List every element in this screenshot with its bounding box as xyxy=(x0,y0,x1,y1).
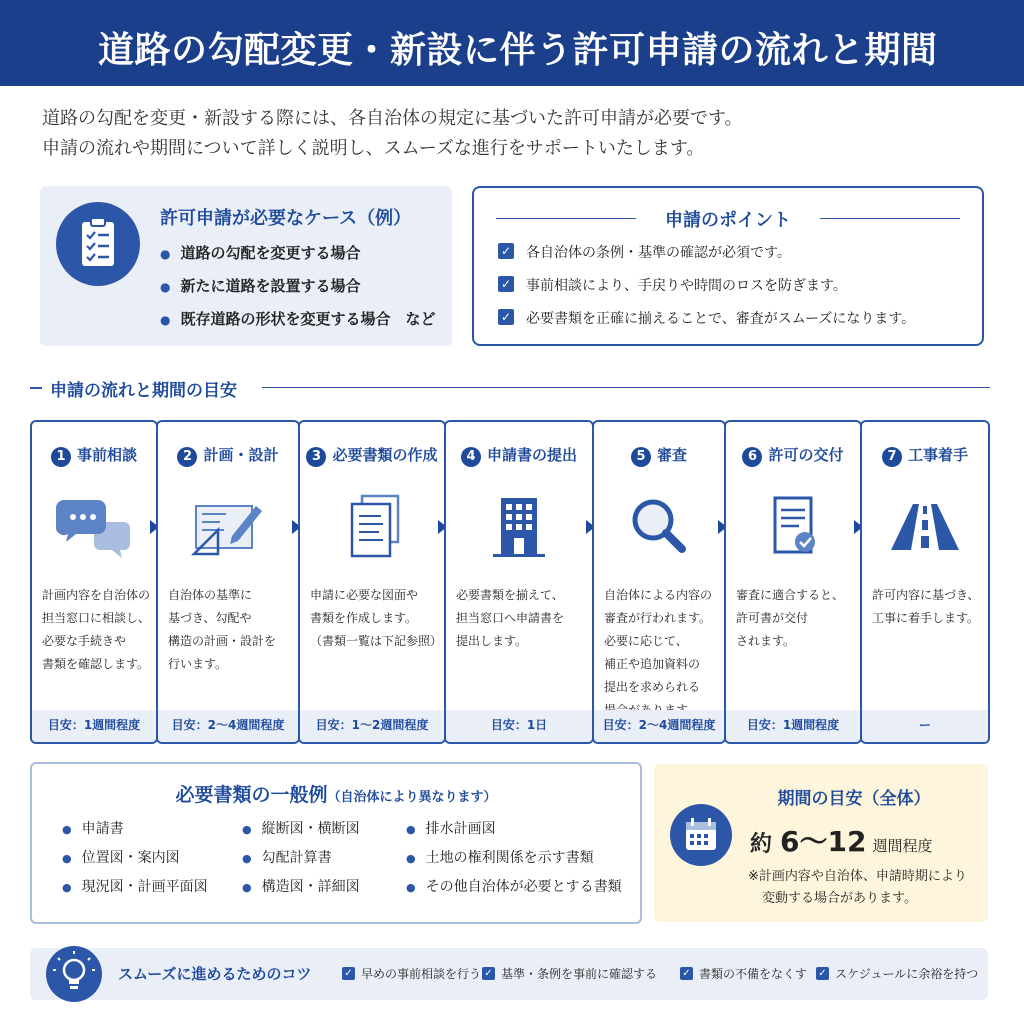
step-header xyxy=(446,444,592,467)
tips-title: スムーズに進めるためのコツ xyxy=(118,965,312,983)
flow-heading xyxy=(30,376,990,400)
desc-line: 計画内容を自治体の xyxy=(42,588,151,602)
lightbulb-icon xyxy=(46,946,102,1002)
point-item xyxy=(498,242,915,275)
period-range: 6〜12 xyxy=(780,825,867,858)
note-line: 変動する場合があります。 xyxy=(762,891,917,906)
flow-step xyxy=(156,420,300,744)
step-description xyxy=(310,584,443,653)
checkbox-checked-icon: ✓ xyxy=(498,276,514,292)
period-suffix: 週間程度 xyxy=(872,837,933,855)
documents-note: （自治体により異なります） xyxy=(327,790,497,805)
desc-line: （書類一覧は下記参照） xyxy=(310,634,443,648)
point-text: 各自治体の条例・基準の確認が必須です。 xyxy=(526,245,791,261)
desc-line: 必要書類を揃えて、 xyxy=(456,588,564,602)
desc-line: されます。 xyxy=(736,634,796,648)
step-header xyxy=(158,444,298,467)
step-number: 5 xyxy=(631,447,651,467)
calendar-icon xyxy=(670,804,732,866)
documents-icon xyxy=(332,492,412,562)
desc-line: 必要な手続きや xyxy=(42,634,127,648)
desc-line: 書類を確認します。 xyxy=(42,657,150,671)
intro-line: 道路の勾配を変更・新設する際には、各自治体の規定に基づいた許可申請が必要です。 xyxy=(42,108,743,129)
flow-step xyxy=(444,420,594,744)
divider xyxy=(262,387,990,388)
magnifier-icon xyxy=(619,492,699,562)
step-title: 工事着手 xyxy=(907,446,968,464)
flow-step xyxy=(592,420,726,744)
desc-line: 許可内容に基づき、 xyxy=(872,588,980,602)
step-header xyxy=(862,444,988,467)
desc-line: 基づき、勾配や xyxy=(168,611,252,625)
tip-item xyxy=(342,965,481,982)
tip-text: 基準・条例を事前に確認する xyxy=(501,967,658,981)
documents-column xyxy=(242,818,360,905)
office-building-icon xyxy=(479,492,559,562)
tip-item xyxy=(816,965,978,982)
step-description xyxy=(42,584,150,676)
step-description xyxy=(604,584,718,722)
documents-column xyxy=(62,818,208,905)
desc-line: 自治体による内容の xyxy=(604,588,713,602)
step-header xyxy=(726,444,860,467)
step-title: 計画・設計 xyxy=(203,446,279,464)
flow-step xyxy=(860,420,990,744)
desc-line: 書類を作成します。 xyxy=(310,611,418,625)
step-period: 目安：1週間程度 xyxy=(32,710,156,742)
desc-line: 工事に着手します。 xyxy=(872,611,980,625)
intro-text xyxy=(42,104,743,164)
step-number: 1 xyxy=(51,447,71,467)
document-item: ● その他自治体が必要とする書類 xyxy=(406,876,622,905)
document-item: ● 申請書 xyxy=(62,818,208,847)
step-period: 目安：1〜2週間程度 xyxy=(300,710,444,742)
desc-line: 担当窓口へ申請書を xyxy=(456,611,565,625)
clipboard-checklist-icon xyxy=(56,202,140,286)
case-item: ● 既存道路の形状を変更する場合 など xyxy=(160,308,436,341)
step-title: 事前相談 xyxy=(76,446,137,464)
documents-heading: 必要書類の一般例 xyxy=(175,784,328,806)
document-item: ● 縦断図・横断図 xyxy=(242,818,360,847)
header-banner xyxy=(0,0,1024,86)
cases-list xyxy=(160,242,436,341)
point-item xyxy=(498,275,915,308)
flow-step xyxy=(298,420,446,744)
step-period: 目安：2〜4週間程度 xyxy=(594,710,724,742)
intro-line: 申請の流れや期間について詳しく説明し、スムーズな進行をサポートいたします。 xyxy=(42,138,705,159)
page-title: 道路の勾配変更・新設に伴う許可申請の流れと期間 xyxy=(98,30,938,71)
flow-step xyxy=(724,420,862,744)
checkbox-checked-icon: ✓ xyxy=(680,967,693,980)
document-item: ● 位置図・案内図 xyxy=(62,847,208,876)
checkbox-checked-icon: ✓ xyxy=(816,967,829,980)
step-title: 許可の交付 xyxy=(768,446,844,464)
step-header xyxy=(32,444,156,467)
road-icon xyxy=(885,492,965,562)
desc-line: 補正や追加資料の xyxy=(604,657,701,671)
cases-panel xyxy=(40,186,452,346)
step-number: 7 xyxy=(882,447,902,467)
tip-text: スケジュールに余裕を持つ xyxy=(835,967,979,981)
divider xyxy=(30,387,42,389)
step-title: 必要書類の作成 xyxy=(332,446,438,464)
step-number: 4 xyxy=(461,447,481,467)
documents-column xyxy=(406,818,622,905)
tip-item xyxy=(680,965,807,982)
points-title: 申請のポイント xyxy=(665,210,791,231)
point-text: 事前相談により、手戻りや時間のロスを防ぎます。 xyxy=(526,278,847,294)
tip-text: 早めの事前相談を行う xyxy=(361,967,482,981)
desc-line: 審査が行われます。 xyxy=(604,611,712,625)
desc-line: 構造の計画・設計を xyxy=(168,634,277,648)
period-value xyxy=(750,820,932,860)
documents-title xyxy=(32,780,640,807)
checkbox-checked-icon: ✓ xyxy=(498,243,514,259)
documents-panel xyxy=(30,762,642,924)
case-item: ● 新たに道路を設置する場合 xyxy=(160,275,436,308)
document-item: ● 排水計画図 xyxy=(406,818,622,847)
step-header xyxy=(300,444,444,467)
step-period: 目安：1日 xyxy=(446,710,592,742)
period-prefix: 約 xyxy=(750,832,773,857)
points-list xyxy=(498,242,915,341)
step-title: 申請書の提出 xyxy=(486,446,577,464)
point-item xyxy=(498,308,915,341)
desc-line: 自治体の基準に xyxy=(168,588,253,602)
step-title: 審査 xyxy=(656,446,687,464)
step-description xyxy=(456,584,586,653)
document-item: ● 現況図・計画平面図 xyxy=(62,876,208,905)
checkbox-checked-icon: ✓ xyxy=(498,309,514,325)
checkbox-checked-icon: ✓ xyxy=(482,967,495,980)
checkbox-checked-icon: ✓ xyxy=(342,967,355,980)
chat-bubbles-icon xyxy=(54,492,134,562)
blueprint-pencil-icon xyxy=(188,492,268,562)
point-text: 必要書類を正確に揃えることで、審査がスムーズになります。 xyxy=(526,311,916,327)
cases-title: 許可申請が必要なケース（例） xyxy=(160,208,412,229)
step-number: 3 xyxy=(306,447,326,467)
desc-line: 必要に応じて、 xyxy=(604,634,688,648)
period-title: 期間の目安（全体） xyxy=(777,789,931,809)
step-description xyxy=(168,584,292,676)
document-item: ● 土地の権利関係を示す書類 xyxy=(406,847,622,876)
case-item: ● 道路の勾配を変更する場合 xyxy=(160,242,436,275)
desc-line: 提出を求められる xyxy=(604,680,701,694)
desc-line: 審査に適合すると、 xyxy=(736,588,845,602)
desc-line: 許可書が交付 xyxy=(736,611,809,625)
tip-text: 書類の不備をなくす xyxy=(699,967,808,981)
desc-line: 申請に必要な図面や xyxy=(310,588,419,602)
desc-line: 行います。 xyxy=(168,657,228,671)
step-period: 目安：2〜4週間程度 xyxy=(158,710,298,742)
points-panel xyxy=(472,186,984,346)
document-item: ● 勾配計算書 xyxy=(242,847,360,876)
step-period: ー xyxy=(862,710,988,742)
desc-line: 提出します。 xyxy=(456,634,528,648)
approved-document-icon xyxy=(753,492,833,562)
step-description xyxy=(872,584,982,630)
step-period: 目安：1週間程度 xyxy=(726,710,860,742)
flow-step xyxy=(30,420,158,744)
document-item: ● 構造図・詳細図 xyxy=(242,876,360,905)
desc-line: 担当窓口に相談し、 xyxy=(42,611,151,625)
step-number: 6 xyxy=(742,447,762,467)
note-line: ※計画内容や自治体、申請時期により xyxy=(748,869,967,884)
step-description xyxy=(736,584,854,653)
step-header xyxy=(594,444,724,467)
tip-item xyxy=(482,965,657,982)
period-note xyxy=(748,866,967,910)
period-panel xyxy=(654,764,988,922)
tips-bar xyxy=(30,948,988,1000)
step-number: 2 xyxy=(177,447,197,467)
flow-title: 申請の流れと期間の目安 xyxy=(50,381,237,401)
